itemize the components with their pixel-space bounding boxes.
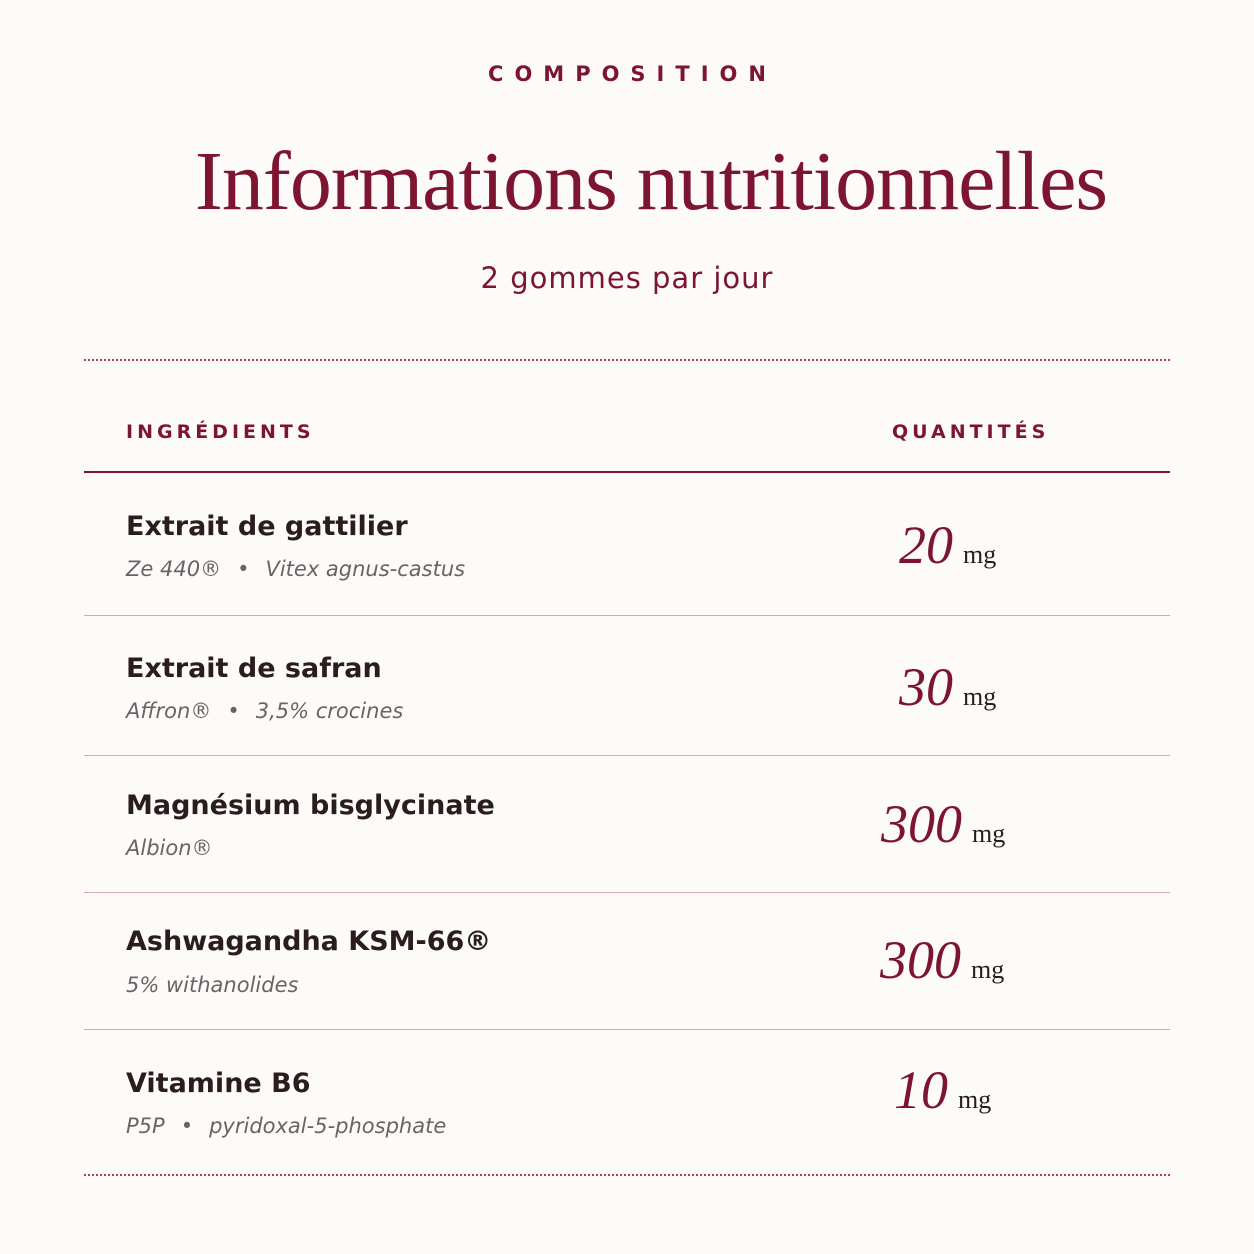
quantity-unit: mg (963, 540, 997, 569)
detail-brand: Albion® (126, 836, 213, 860)
quantity-unit: mg (963, 682, 997, 711)
page-title: Informations nutritionnelles (194, 135, 1108, 228)
detail-brand: Ze 440® (126, 557, 222, 581)
quantity-value: 300 (881, 794, 962, 854)
detail-spec: 3,5% crocines (255, 699, 404, 723)
ingredient-name: Magnésium bisglycinate (126, 790, 495, 821)
quantity (880, 930, 1004, 1004)
ingredient-detail (126, 696, 403, 726)
quantity-value: 300 (880, 930, 961, 990)
ingredient-detail (126, 970, 298, 1000)
table-row (84, 616, 1170, 755)
quantity-value: 30 (899, 657, 953, 717)
ingredient-name: Vitamine B6 (126, 1068, 311, 1099)
ingredient-name: Extrait de gattilier (126, 511, 408, 542)
detail-separator: • (180, 1114, 194, 1138)
quantity-unit: mg (971, 955, 1005, 984)
detail-spec: pyridoxal-5-phosphate (209, 1114, 447, 1138)
table-row (84, 473, 1170, 615)
quantity (899, 657, 996, 731)
detail-separator: • (237, 557, 250, 581)
quantity-value: 20 (899, 515, 953, 575)
top-dotted-divider (84, 359, 1170, 361)
table-row (84, 756, 1170, 892)
ingredient-name: Extrait de safran (126, 653, 382, 684)
detail-separator: • (227, 699, 240, 723)
eyebrow-label: COMPOSITION (488, 62, 777, 86)
ingredient-detail (126, 554, 465, 584)
bottom-dotted-divider (84, 1174, 1170, 1176)
ingredient-detail (126, 833, 213, 863)
quantity (894, 1060, 991, 1134)
column-header-ingredients: INGRÉDIENTS (126, 421, 315, 443)
table-row (84, 893, 1170, 1029)
table-row (84, 1030, 1170, 1174)
subtitle: 2 gommes par jour (480, 261, 774, 295)
quantity-unit: mg (972, 819, 1006, 848)
detail-spec: 5% withanolides (126, 973, 299, 997)
quantity (881, 794, 1005, 868)
quantity-value: 10 (894, 1060, 948, 1120)
detail-brand: P5P (126, 1114, 165, 1138)
quantity (899, 515, 996, 589)
ingredient-name: Ashwagandha KSM-66® (126, 926, 492, 957)
detail-brand: Affron® (126, 699, 212, 723)
ingredient-detail (126, 1111, 446, 1141)
column-header-quantities: QUANTITÉS (892, 421, 1050, 443)
detail-spec: Vitex agnus-castus (265, 557, 466, 581)
quantity-unit: mg (958, 1085, 992, 1114)
